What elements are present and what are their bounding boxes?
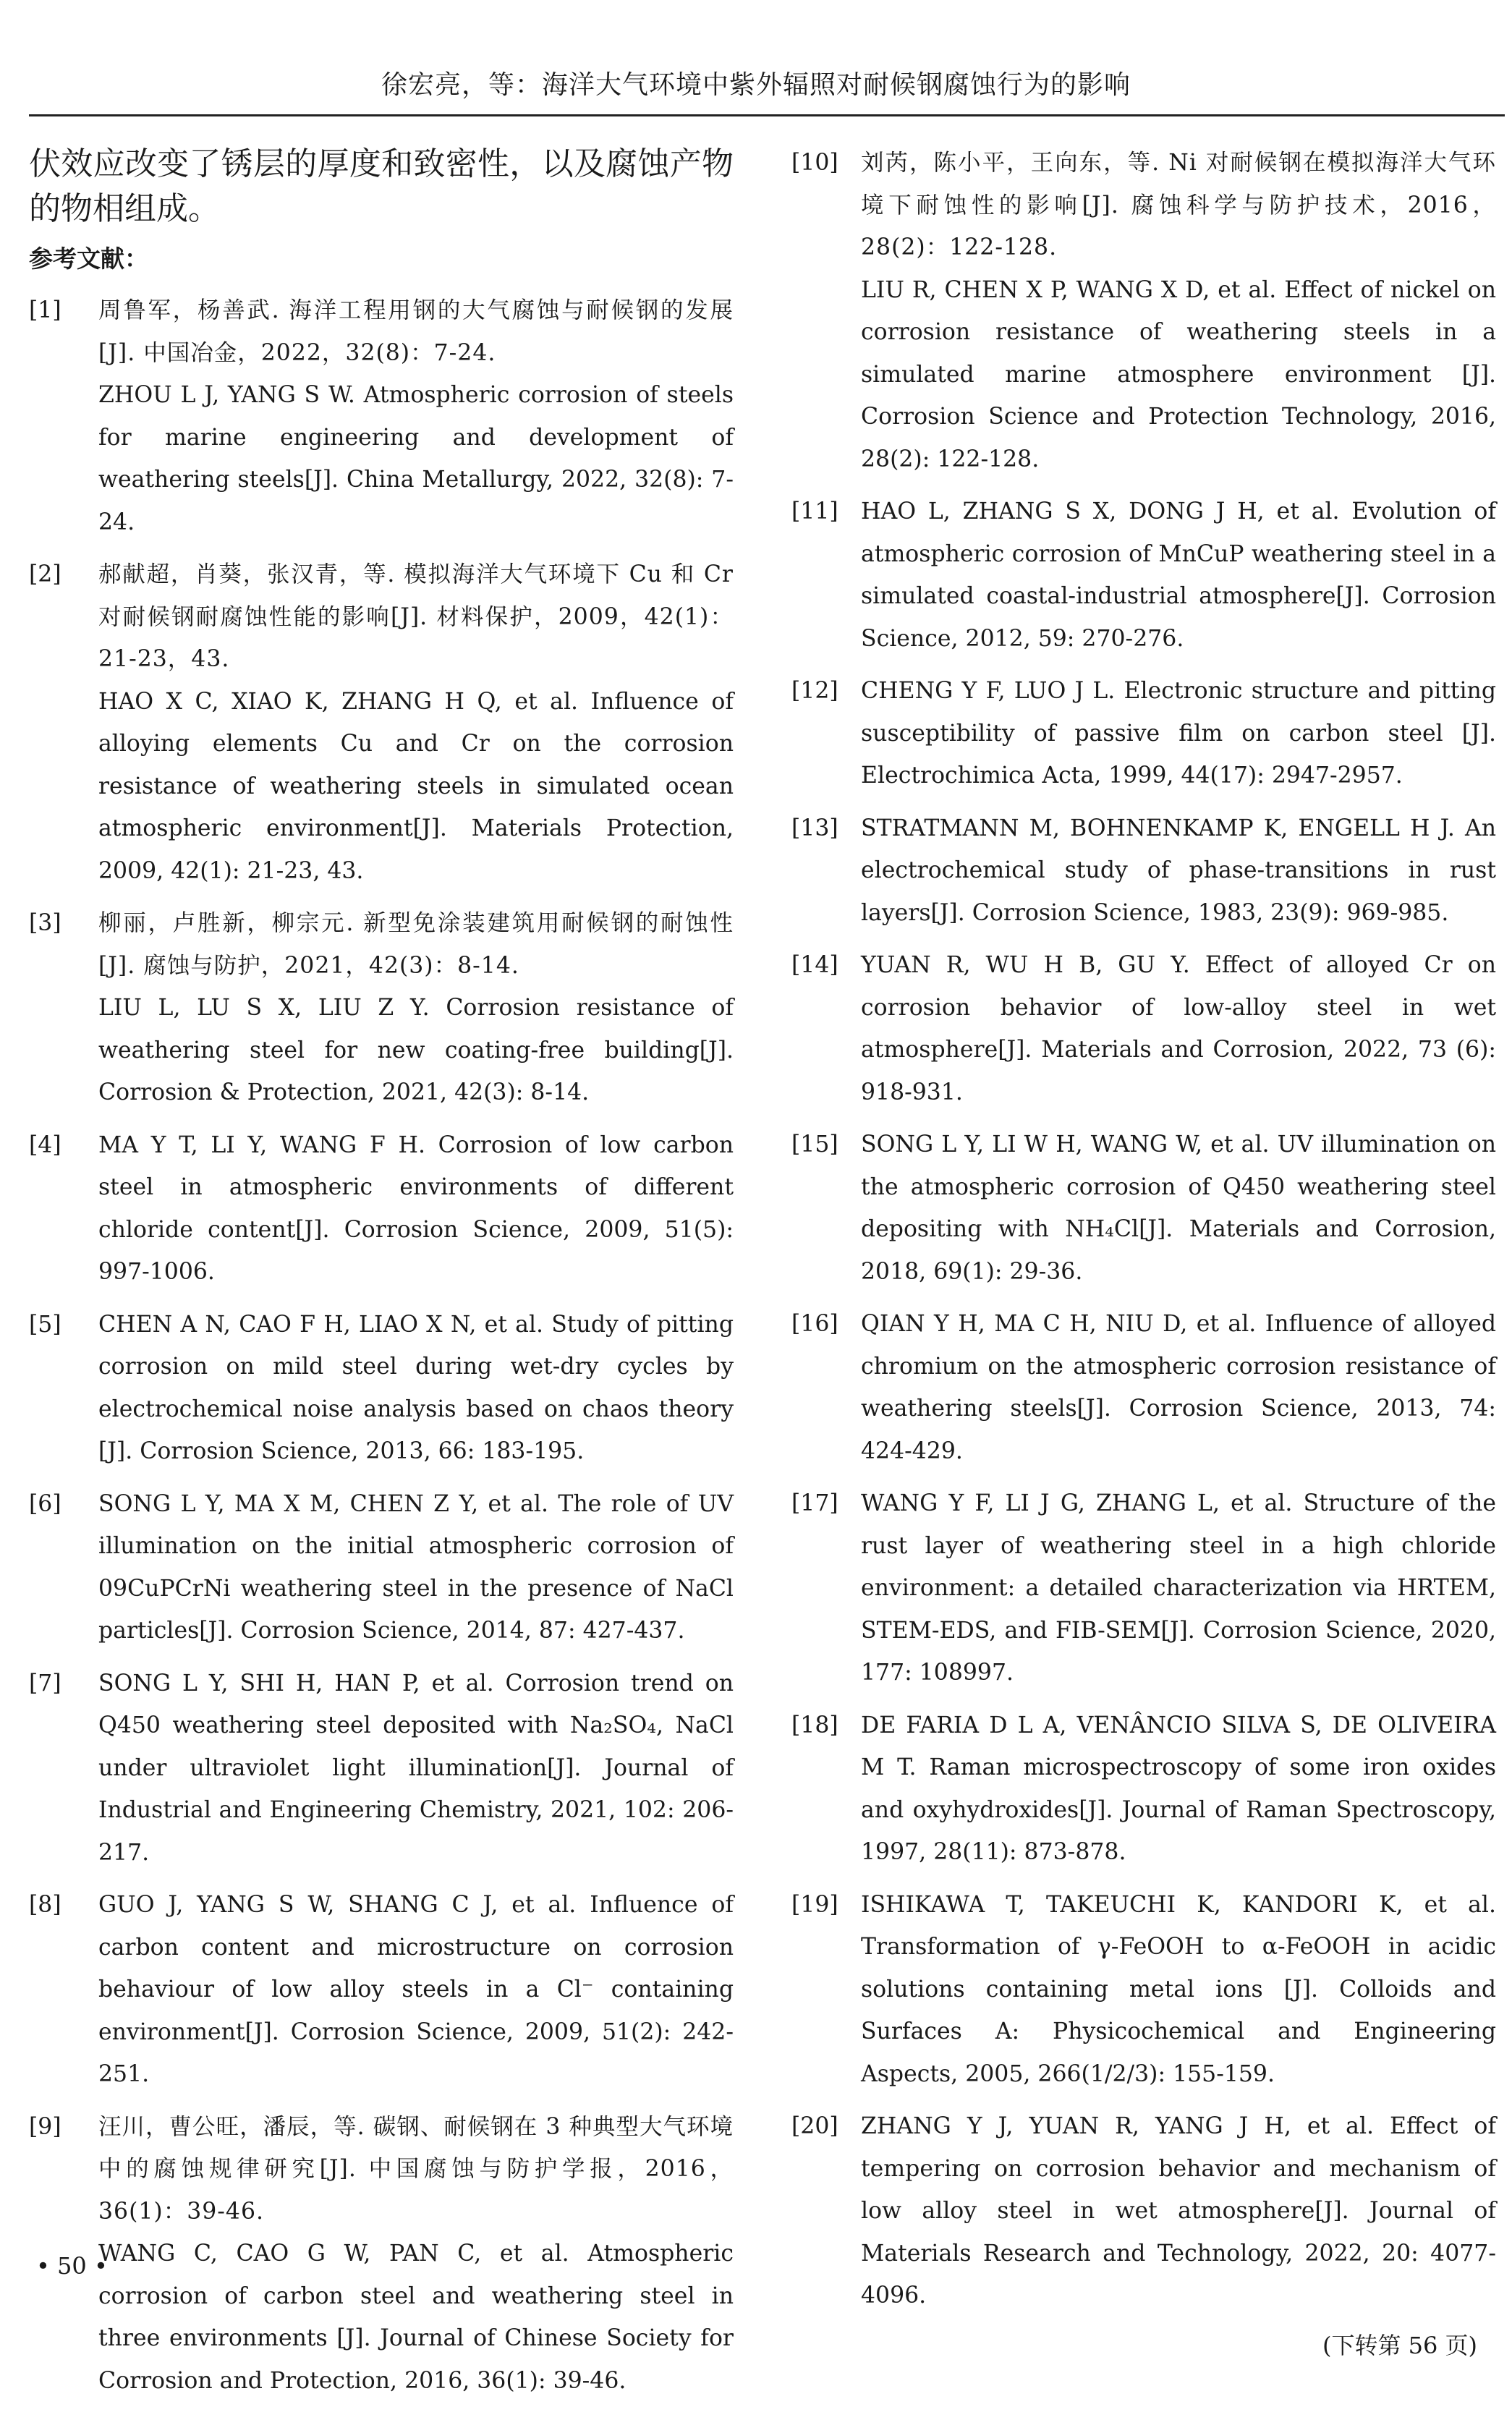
reference-item: [791, 142, 1496, 480]
reference-number: [8]: [29, 1892, 61, 1918]
reference-text-en: ZHANG Y J, YUAN R, YANG J H, et al. Effect of tempering on corrosion behavior and mechanism of low alloy steel in wet atmosphere[J]. Journal of Materials Research and Technology, 2022, 20: 4077-4096.: [861, 2113, 1496, 2309]
reference-item: [29, 1304, 734, 1473]
reference-number: [1]: [29, 297, 61, 323]
reference-number: [19]: [791, 1891, 838, 1918]
reference-text-zh: 汪川，曹公旺，潘辰，等. 碳钢、耐候钢在 3 种典型大气环境中的腐蚀规律研究[J]. 中国腐蚀与防护学报，2016，36(1)：39-46.: [98, 2113, 734, 2225]
running-header: 徐宏亮，等：海洋大气环境中紫外辐照对耐候钢腐蚀行为的影响: [381, 70, 1131, 100]
reference-number: [10]: [791, 150, 838, 176]
reference-item: [29, 1884, 734, 2096]
continued-note: (下转第 56 页): [1322, 2331, 1477, 2359]
reference-item: [791, 944, 1496, 1113]
reference-item: [791, 1482, 1496, 1694]
reference-text-en: LIU L, LU S X, LIU Z Y. Corrosion resistance of weathering steel for new coating-free building[J]. Corrosion & Protection, 2021, 42(3): 8-14.: [98, 995, 734, 1105]
body-paragraph: 伏效应改变了锈层的厚度和致密性，以及腐蚀产物的物相组成。: [29, 145, 734, 227]
reference-number: [3]: [29, 910, 61, 936]
reference-text-en: SONG L Y, SHI H, HAN P, et al. Corrosion trend on Q450 weathering steel deposited with Na₂SO₄, NaCl under ultraviolet light illumination[J]. Journal of Industrial and Engineering Chemistry, 2021, 102: 206-217.: [98, 1670, 734, 1866]
reference-item: [791, 1303, 1496, 1472]
left-column: [29, 142, 734, 2412]
reference-text-en: SONG L Y, MA X M, CHEN Z Y, et al. The role of UV illumination on the initial atmospheric corrosion of 09CuPCrNi weathering steel in the presence of NaCl particles[J]. Corrosion Science, 2014, 87: 427-437.: [98, 1490, 734, 1644]
reference-text-en: QIAN Y H, MA C H, NIU D, et al. Influence of alloyed chromium on the atmospheric corrosion resistance of weathering steels[J]. Corrosion Science, 2013, 74: 424-429.: [861, 1311, 1496, 1464]
reference-number: [11]: [791, 498, 838, 525]
reference-number: [20]: [791, 2113, 838, 2139]
reference-text-en: GUO J, YANG S W, SHANG C J, et al. Influence of carbon content and microstructure on corrosion behaviour of low alloy steels in a Cl⁻ containing environment[J]. Corrosion Science, 2009, 51(2): 242-251.: [98, 1892, 734, 2087]
reference-text-en: SONG L Y, LI W H, WANG W, et al. UV illumination on the atmospheric corrosion of Q450 weathering steel depositing with NH₄Cl[J]. Materials and Corrosion, 2018, 69(1): 29-36.: [861, 1131, 1496, 1285]
right-column: [791, 142, 1496, 2364]
reference-text-en: ISHIKAWA T, TAKEUCHI K, KANDORI K, et al. Transformation of γ-FeOOH to α-FeOOH in acidic solutions containing metal ions [J]. Colloids and Surfaces A: Physicochemical and Engineering Aspects, 2005, 266(1/2/3): 155-159.: [861, 1891, 1496, 2087]
reference-text-en: MA Y T, LI Y, WANG F H. Corrosion of low carbon steel in atmospheric environments of different chloride content[J]. Corrosion Science, 2009, 51(5): 997-1006.: [98, 1131, 734, 1285]
reference-number: [17]: [791, 1490, 838, 1516]
references-heading: 参考文献：: [29, 245, 148, 273]
reference-item: [29, 1483, 734, 1652]
header-rule: [29, 114, 1505, 116]
reference-number: [6]: [29, 1490, 61, 1517]
reference-text-en: HAO X C, XIAO K, ZHANG H Q, et al. Influence of alloying elements Cu and Cr on the corrosion resistance of weathering steels in simulated ocean atmospheric environment[J]. Materials Protection, 2009, 42(1): 21-23, 43.: [98, 688, 734, 884]
reference-text-en: HAO L, ZHANG S X, DONG J H, et al. Evolution of atmospheric corrosion of MnCuP weathering steel in a simulated coastal-industrial atmosphere[J]. Corrosion Science, 2012, 59: 270-276.: [861, 498, 1496, 652]
reference-text-en: LIU R, CHEN X P, WANG X D, et al. Effect of nickel on corrosion resistance of weathering steels in a simulated marine atmosphere environment [J]. Corrosion Science and Protection Technology, 2016, 28(2): 122-128.: [861, 276, 1496, 472]
reference-text-en: WANG Y F, LI J G, ZHANG L, et al. Structure of the rust layer of weathering steel in a high chloride environment: a detailed characterization via HRTEM, STEM-EDS, and FIB-SEM[J]. Corrosion Science, 2020, 177: 108997.: [861, 1490, 1496, 1686]
reference-text-en: WANG C, CAO G W, PAN C, et al. Atmospheric corrosion of carbon steel and weathering steel in three environments [J]. Journal of Chinese Society for Corrosion and Protection, 2016, 36(1): 39-46.: [98, 2241, 734, 2394]
reference-text-zh: 郝献超，肖葵，张汉青，等. 模拟海洋大气环境下 Cu 和 Cr 对耐候钢耐腐蚀性能的影响[J]. 材料保护，2009，42(1)：21-23，43.: [98, 561, 734, 672]
reference-item: [791, 1704, 1496, 1874]
reference-number: [2]: [29, 561, 61, 587]
reference-number: [4]: [29, 1131, 61, 1158]
reference-item: [29, 553, 734, 892]
reference-item: [791, 1884, 1496, 2096]
reference-item: [791, 1124, 1496, 1293]
reference-number: [13]: [791, 815, 838, 841]
reference-item: [29, 1663, 734, 1874]
reference-text-en: STRATMANN M, BOHNENKAMP K, ENGELL H J. An electrochemical study of phase-transitions in rust layers[J]. Corrosion Science, 1983, 23(9): 969-985.: [861, 815, 1496, 926]
reference-text-zh: 柳丽，卢胜新，柳宗元. 新型免涂装建筑用耐候钢的耐蚀性[J]. 腐蚀与防护，2021，42(3)：8-14.: [98, 910, 734, 979]
reference-item: [29, 2106, 734, 2403]
reference-number: [9]: [29, 2113, 61, 2140]
reference-item: [29, 902, 734, 1114]
reference-item: [791, 491, 1496, 660]
reference-text-en: ZHOU L J, YANG S W. Atmospheric corrosion of steels for marine engineering and development of weathering steels[J]. China Metallurgy, 2022, 32(8): 7-24.: [98, 382, 734, 535]
reference-number: [5]: [29, 1311, 61, 1338]
reference-item: [29, 1124, 734, 1294]
reference-number: [12]: [791, 678, 838, 704]
reference-text-zh: 周鲁军，杨善武. 海洋工程用钢的大气腐蚀与耐候钢的发展[J]. 中国冶金，2022，32(8)：7-24.: [98, 297, 734, 366]
reference-item: [791, 670, 1496, 797]
reference-text-zh: 刘芮，陈小平，王向东，等. Ni 对耐候钢在模拟海洋大气环境下耐蚀性的影响[J]. 腐蚀科学与防护技术，2016，28(2)：122-128.: [861, 150, 1496, 260]
reference-item: [791, 2105, 1496, 2317]
reference-number: [7]: [29, 1670, 61, 1697]
reference-text-en: CHENG Y F, LUO J L. Electronic structure and pitting susceptibility of passive film on carbon steel [J]. Electrochimica Acta, 1999, 44(17): 2947-2957.: [861, 678, 1496, 789]
reference-number: [14]: [791, 952, 838, 978]
reference-item: [791, 807, 1496, 935]
page-number: • 50 •: [36, 2252, 108, 2280]
reference-number: [16]: [791, 1311, 838, 1337]
reference-number: [18]: [791, 1712, 838, 1738]
reference-text-en: YUAN R, WU H B, GU Y. Effect of alloyed Cr on corrosion behavior of low-alloy steel in wet atmosphere[J]. Materials and Corrosion, 2022, 73 (6): 918-931.: [861, 952, 1496, 1105]
reference-text-en: DE FARIA D L A, VENÂNCIO SILVA S, DE OLIVEIRA M T. Raman microspectroscopy of some iron oxides and oxyhydroxides[J]. Journal of Raman Spectroscopy, 1997, 28(11): 873-878.: [861, 1712, 1496, 1865]
reference-text-en: CHEN A N, CAO F H, LIAO X N, et al. Study of pitting corrosion on mild steel during wet-dry cycles by electrochemical noise analysis based on chaos theory [J]. Corrosion Science, 2013, 66: 183-195.: [98, 1311, 734, 1464]
reference-number: [15]: [791, 1131, 838, 1158]
reference-item: [29, 289, 734, 543]
